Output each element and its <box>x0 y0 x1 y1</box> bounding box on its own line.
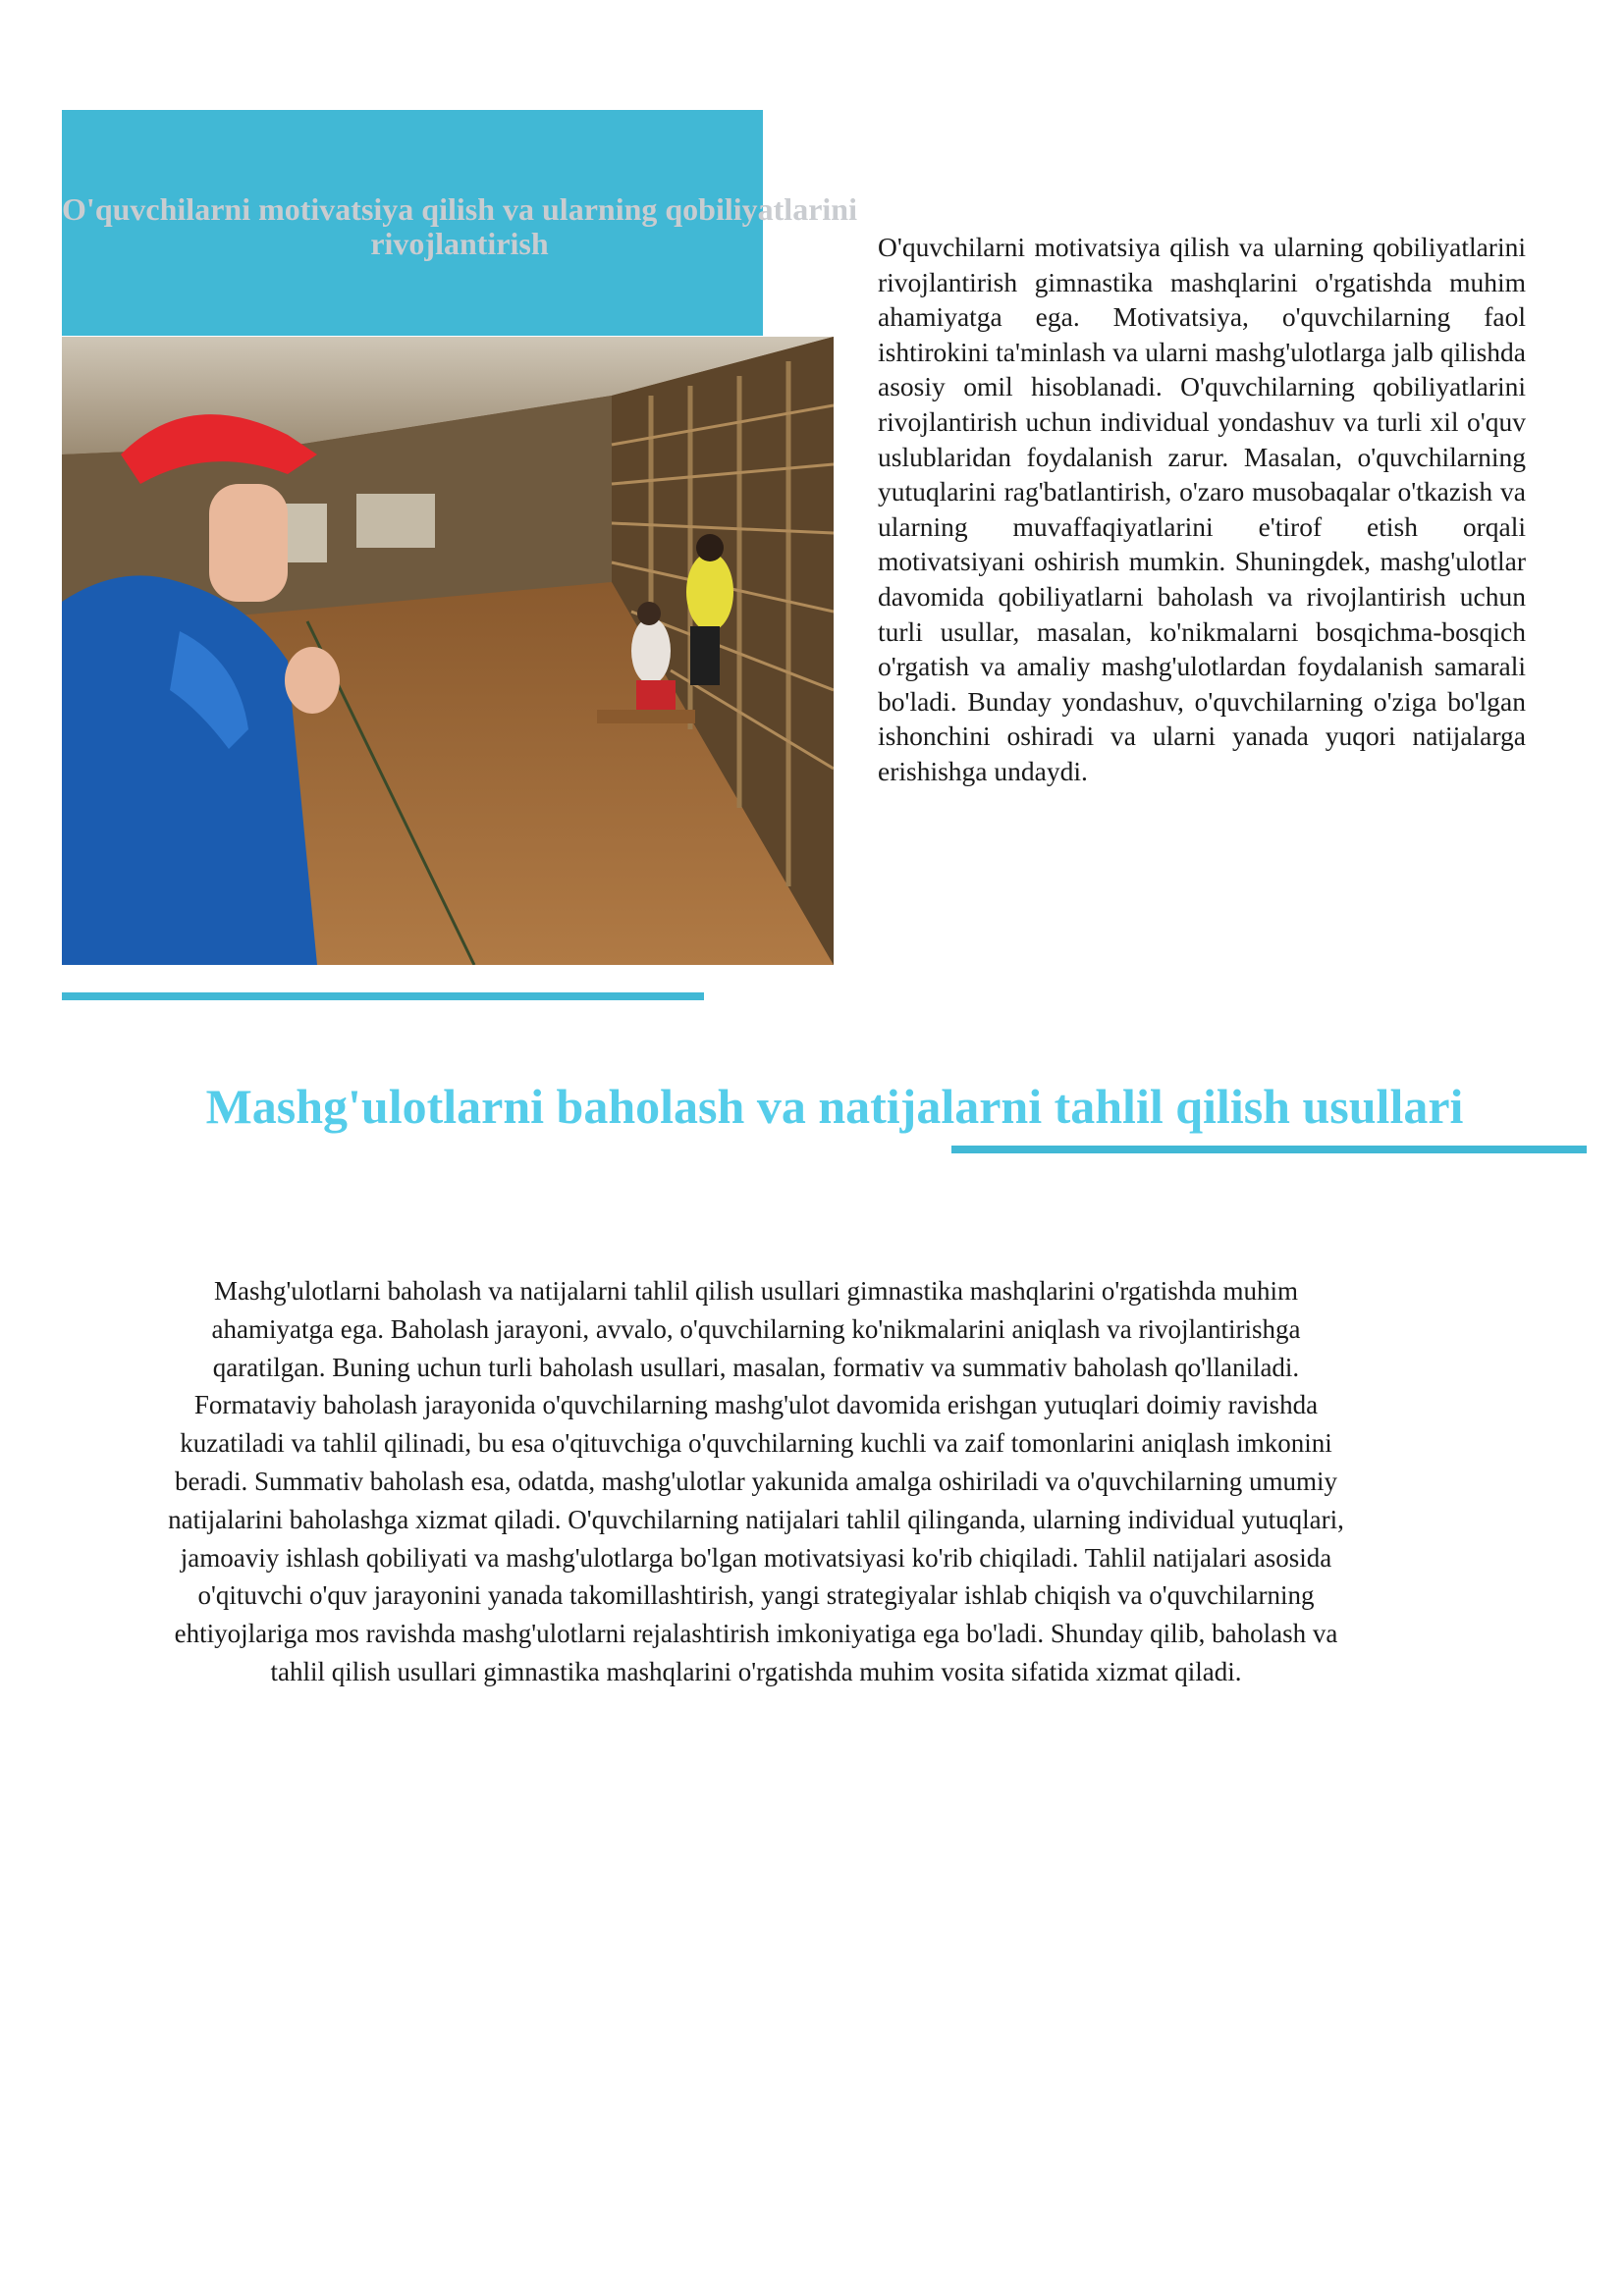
section2-paragraph: Mashg'ulotlarni baholash va natijalarni tahlil qilish usullari gimnastika mashqlarini o'rgatishda muhim ahamiyatga ega. Baholash jarayoni, avvalo, o'quvchilarning ko'nikmalarini aniqlash va rivojlantirishga qaratilgan. Buning uchun turli baholash usullari, masalan, formativ va summativ baholash qo'llaniladi. Formataviy baholash jarayonida o'quvchilarning mashg'ulot davomida erishgan yutuqlari doimiy ravishda kuzatiladi va tahlil qilinadi, bu esa o'qituvchiga o'quvchilarning kuchli va zaif tomonlarini aniqlash imkonini beradi. Summativ baholash esa, odatda, mashg'ulotlar yakunida amalga oshiriladi va o'quvchilarning umumiy natijalarini baholashga xizmat qiladi. O'quvchilarning natijalari tahlil qilinganda, ularning individual yutuqlari, jamoaviy ishlash qobiliyati va mashg'ulotlarga bo'lgan motivatsiyasi ko'rib chiqiladi. Tahlil natijalari asosida o'qituvchi o'quv jarayonini yanada takomillashtirish, yangi strategiyalar ishlab chiqish va o'quvchilarning ehtiyojlariga mos ravishda mashg'ulotlarni rejalashtirish imkoniyatiga ega bo'ladi. Shunday qilib, baholash va tahlil qilish usullari gimnastika mashqlarini o'rgatishda muhim vosita sifatida xizmat qiladi. <box>168 1276 1344 1686</box>
gym-photo <box>62 337 834 965</box>
gym-illustration <box>62 337 834 965</box>
section2-title-text: Mashg'ulotlarni baholash va natijalarni tahlil qilish usullari <box>205 1079 1464 1134</box>
divider-left <box>62 992 704 1000</box>
section2-title <box>0 1078 1624 1135</box>
section1-paragraph: O'quvchilarni motivatsiya qilish va ularning qobiliyatlarini rivojlantirish gimnastika mashqlarini o'rgatishda muhim ahamiyatga ega. Motivatsiya, o'quvchilarning faol ishtirokini ta'minlash va ularni mashg'ulotlarga jalb qilishda asosiy omil hisoblanadi. O'quvchilarning qobiliyatlarini rivojlantirish uchun individual yondashuv va turli xil o'quv uslublaridan foydalanish zarur. Masalan, o'quvchilarning yutuqlarini rag'batlantirish, o'zaro musobaqalar o'tkazish va ularning muvaffaqiyatlarini e'tirof etish orqali motivatsiyani oshirish mumkin. Shuningdek, mashg'ulotlar davomida qobiliyatlarni baholash va rivojlantirish uchun turli usullar, masalan, ko'nikmalarni bosqichma-bosqich o'rgatish va amaliy mashg'ulotlardan foydalanish samarali bo'ladi. Bunday yondashuv, o'quvchilarning o'ziga bo'lgan ishonchini oshiradi va ularni yanada yuqori natijalarga erishishga undaydi. <box>878 232 1526 786</box>
section1-title: O'quvchilarni motivatsiya qilish va ularning qobiliyatlarini rivojlantirish <box>62 191 857 261</box>
divider-right <box>951 1146 1587 1153</box>
